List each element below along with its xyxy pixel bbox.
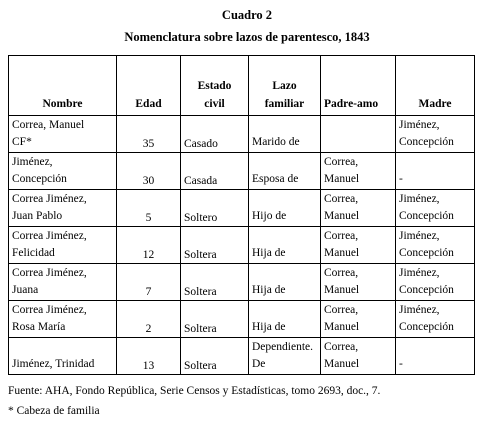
cell-padre-line1: Correa, (324, 230, 359, 242)
cell-madre-line1 (399, 154, 471, 171)
cell-edad (117, 301, 181, 338)
cell-edad-value: 30 (142, 175, 155, 187)
cell-nombre (9, 116, 117, 153)
cell-lazo (249, 153, 321, 190)
header-estado-line1: Estado (197, 80, 232, 92)
table-subtitle: Nomenclatura sobre lazos de parentesco, 1843 (124, 30, 370, 44)
cell-nombre-line2: CF* (12, 136, 32, 148)
cell-edad-value: 12 (142, 249, 155, 261)
cell-lazo-line2: Esposa de (252, 173, 299, 185)
cell-estado-value: Casada (184, 175, 218, 187)
cell-nombre-line1: Correa Jiménez, (12, 304, 87, 316)
cell-padre (321, 227, 396, 264)
cell-edad (117, 264, 181, 301)
cell-lazo (249, 338, 321, 375)
cell-madre (396, 190, 475, 227)
cell-madre-line2: Concepción (399, 321, 454, 333)
cell-padre-line2: Manuel (324, 284, 360, 296)
table-row (9, 301, 475, 338)
cell-padre-line1 (324, 117, 392, 134)
cell-padre-line2: Manuel (324, 210, 360, 222)
cell-estado (181, 190, 249, 227)
cell-nombre-line1: Correa Jiménez, (12, 230, 87, 242)
cell-estado-value: Soltera (184, 249, 217, 261)
cell-lazo-line1 (252, 302, 317, 319)
cell-madre (396, 116, 475, 153)
table-row (9, 338, 475, 375)
cell-nombre (9, 190, 117, 227)
cell-nombre (9, 264, 117, 301)
cell-madre-line1 (399, 339, 471, 356)
cell-nombre-line2: Concepción (12, 173, 67, 185)
cell-madre-line1: Jiménez, (399, 119, 440, 131)
cell-lazo (249, 227, 321, 264)
cell-padre (321, 153, 396, 190)
cell-madre-line2: - (399, 358, 403, 370)
cell-edad-value: 13 (142, 360, 155, 372)
cell-padre-line2: Manuel (324, 321, 360, 333)
cell-padre-line2: Manuel (324, 247, 360, 259)
cell-nombre (9, 338, 117, 375)
cell-padre-line2: Manuel (324, 173, 360, 185)
header-padre-amo: Padre-amo (321, 56, 396, 116)
cell-padre-line1: Correa, (324, 156, 359, 168)
cell-padre-line2: Manuel (324, 358, 360, 370)
footnote: * Cabeza de familia (8, 405, 100, 417)
cell-lazo (249, 301, 321, 338)
header-lazo-line2: familiar (264, 98, 305, 110)
cell-lazo-line2: Hijo de (252, 210, 287, 222)
table-row (9, 153, 475, 190)
cell-estado (181, 116, 249, 153)
cell-padre (321, 338, 396, 375)
cell-nombre-line2: Felicidad (12, 247, 55, 259)
cell-nombre (9, 153, 117, 190)
header-lazo-familiar (249, 56, 321, 116)
cell-madre-line2: Concepción (399, 210, 454, 222)
header-lazo-line1: Lazo (272, 80, 297, 92)
cell-lazo-line1 (252, 265, 317, 282)
header-nombre: Nombre (9, 56, 117, 116)
cell-estado-value: Soltera (184, 323, 217, 335)
cell-madre (396, 153, 475, 190)
cell-edad (117, 153, 181, 190)
table-row (9, 227, 475, 264)
cell-nombre (9, 227, 117, 264)
cell-edad-value: 5 (145, 212, 152, 224)
cell-lazo-line1 (252, 191, 317, 208)
cell-lazo-line1: Dependiente. (252, 341, 313, 353)
header-row (9, 56, 475, 116)
table-row (9, 190, 475, 227)
cell-nombre-line1: Correa Jiménez, (12, 267, 87, 279)
cell-lazo (249, 190, 321, 227)
source-note: Fuente: AHA, Fondo República, Serie Censos y Estadísticas, tomo 2693, doc., 7. (8, 385, 381, 397)
cell-lazo-line2: Hija de (252, 247, 286, 259)
cell-edad-value: 2 (145, 323, 152, 335)
cell-padre-line1: Correa, (324, 304, 359, 316)
cell-edad (117, 338, 181, 375)
cell-madre (396, 338, 475, 375)
table-row (9, 116, 475, 153)
cell-padre (321, 301, 396, 338)
cell-edad (117, 190, 181, 227)
cell-lazo-line1 (252, 117, 317, 134)
cell-lazo-line2: De (252, 358, 266, 370)
cell-nombre-line1: Correa, Manuel (12, 119, 85, 131)
cell-madre-line2: Concepción (399, 284, 454, 296)
cell-estado (181, 153, 249, 190)
cell-edad (117, 227, 181, 264)
cell-estado-value: Casado (184, 138, 218, 150)
cell-estado (181, 227, 249, 264)
cell-edad-value: 35 (142, 138, 155, 150)
cell-madre (396, 264, 475, 301)
header-madre: Madre (396, 56, 475, 116)
cell-estado (181, 338, 249, 375)
cell-lazo-line2: Marido de (252, 136, 300, 148)
cell-madre-line1: Jiménez, (399, 193, 440, 205)
cell-padre (321, 116, 396, 153)
cell-padre (321, 264, 396, 301)
cell-nombre-line1 (12, 339, 113, 356)
cell-nombre-line1: Jiménez, (12, 156, 53, 168)
table-title: Cuadro 2 (221, 8, 273, 22)
cell-estado-value: Soltero (184, 212, 218, 224)
cell-edad (117, 116, 181, 153)
header-edad: Edad (117, 56, 181, 116)
cell-estado-value: Soltera (184, 360, 217, 372)
cell-madre-line1: Jiménez, (399, 304, 440, 316)
table-row (9, 264, 475, 301)
kinship-table (8, 55, 475, 375)
cell-nombre (9, 301, 117, 338)
cell-padre-line1: Correa, (324, 267, 359, 279)
cell-estado (181, 264, 249, 301)
cell-estado (181, 301, 249, 338)
cell-lazo-line2: Hija de (252, 284, 286, 296)
cell-lazo (249, 116, 321, 153)
cell-edad-value: 7 (145, 286, 152, 298)
cell-madre-line2: Concepción (399, 247, 454, 259)
cell-lazo-line2: Hija de (252, 321, 286, 333)
cell-lazo (249, 264, 321, 301)
cell-madre-line1: Jiménez, (399, 230, 440, 242)
cell-nombre-line2: Juan Pablo (12, 210, 63, 222)
cell-padre-line1: Correa, (324, 193, 359, 205)
cell-madre (396, 227, 475, 264)
cell-nombre-line1: Correa Jiménez, (12, 193, 87, 205)
cell-madre-line2: Concepción (399, 136, 454, 148)
header-estado-line2: civil (204, 98, 225, 110)
cell-padre-line2 (324, 134, 392, 151)
cell-nombre-line2: Rosa María (12, 321, 66, 333)
cell-padre-line1: Correa, (324, 341, 359, 353)
cell-lazo-line1 (252, 228, 317, 245)
cell-estado-value: Soltera (184, 286, 217, 298)
header-estado-civil (181, 56, 249, 116)
cell-madre (396, 301, 475, 338)
cell-madre-line1: Jiménez, (399, 267, 440, 279)
cell-padre (321, 190, 396, 227)
cell-nombre-line2: Juana (12, 284, 39, 296)
cell-madre-line2: - (399, 173, 403, 185)
cell-lazo-line1 (252, 154, 317, 171)
cell-nombre-line2: Jiménez, Trinidad (12, 358, 95, 370)
